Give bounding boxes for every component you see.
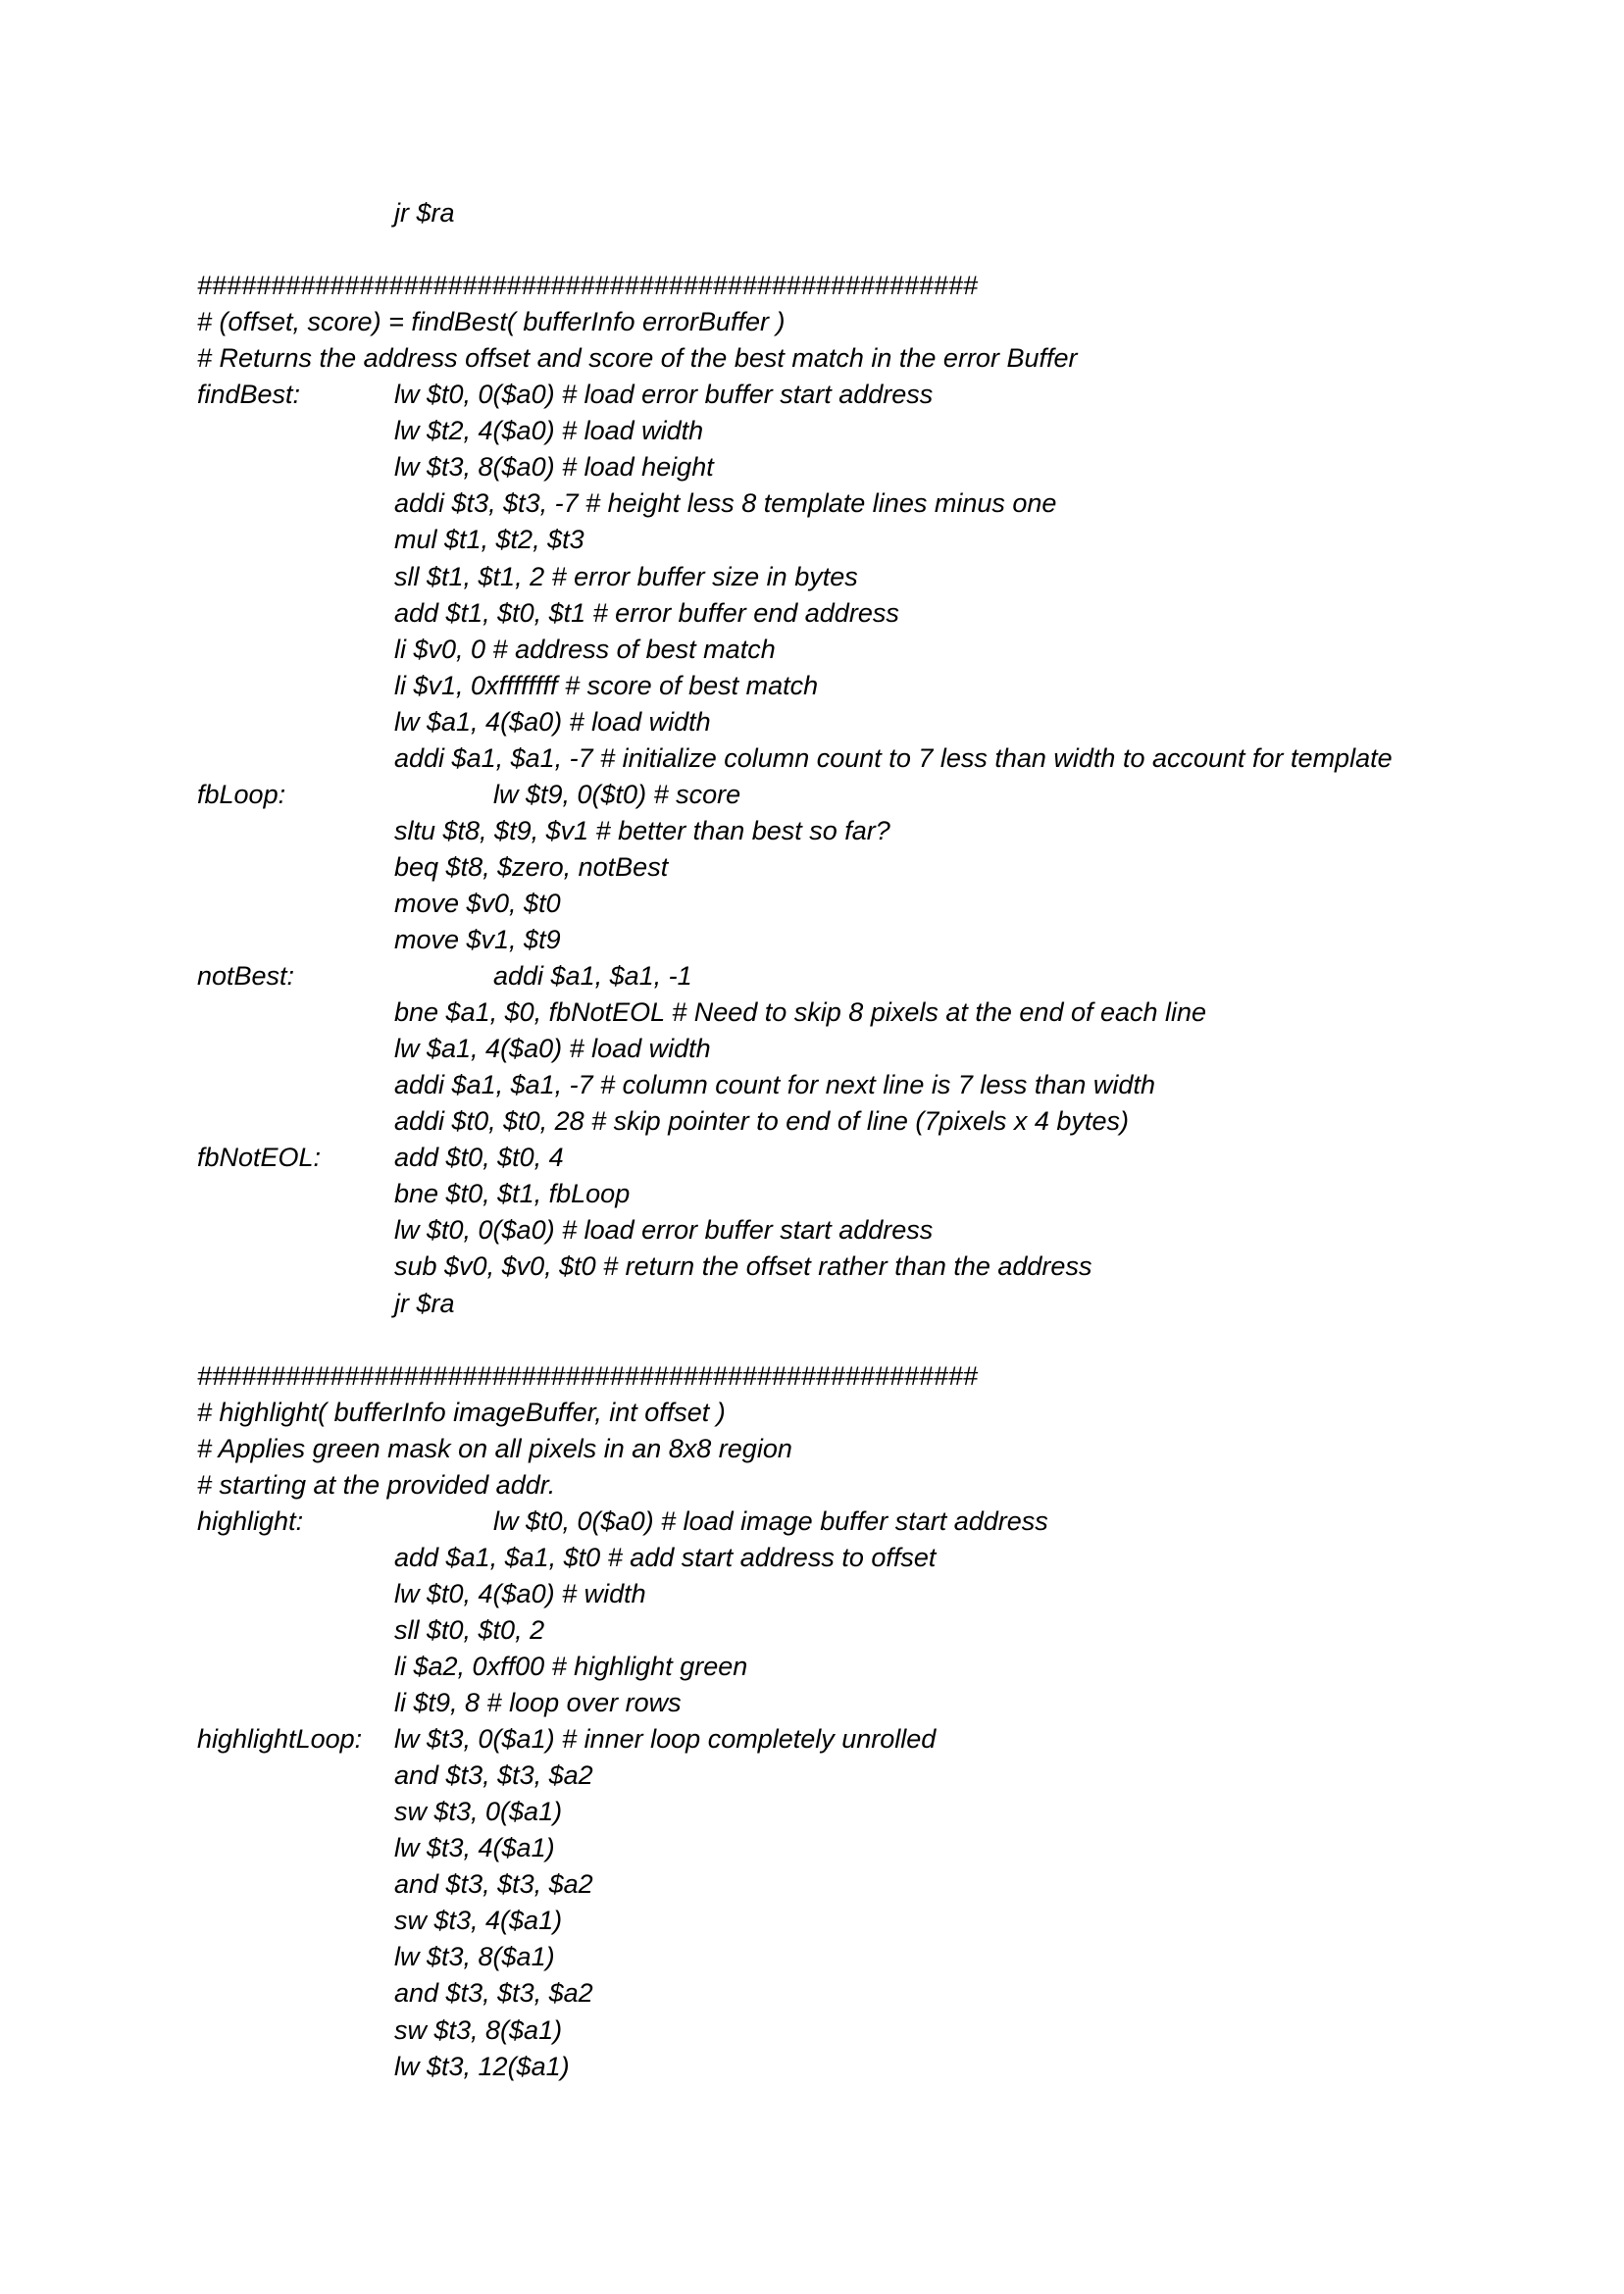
code-line: sw $t3, 4($a1) xyxy=(394,1906,563,1935)
code-line: lw $a1, 4($a0) # load width xyxy=(394,707,711,737)
code-line: lw $t0, 0($a0) # load image buffer start address xyxy=(493,1506,1048,1536)
code-line: and $t3, $t3, $a2 xyxy=(394,1869,593,1899)
code-line: li $a2, 0xff00 # highlight green xyxy=(394,1652,748,1681)
code-line: li $t9, 8 # loop over rows xyxy=(394,1688,682,1717)
code-line: jr $ra xyxy=(394,1289,455,1318)
code-line: and $t3, $t3, $a2 xyxy=(394,1978,593,2008)
code-label: highlight: xyxy=(197,1506,304,1536)
comment-line: # highlight( bufferInfo imageBuffer, int offset ) xyxy=(197,1398,726,1427)
code-line: lw $t3, 8($a1) xyxy=(394,1942,555,1971)
code-label: findBest: xyxy=(197,380,301,409)
code-line: sll $t1, $t1, 2 # error buffer size in bytes xyxy=(394,562,858,591)
code-line: move $v1, $t9 xyxy=(394,925,561,954)
code-line: sub $v0, $v0, $t0 # return the offset rather than the address xyxy=(394,1251,1092,1281)
code-line: addi $t0, $t0, 28 # skip pointer to end of line (7pixels x 4 bytes) xyxy=(394,1106,1129,1136)
code-label: fbNotEOL: xyxy=(197,1143,322,1172)
code-line: lw $t0, 0($a0) # load error buffer start address xyxy=(394,380,934,409)
code-line: add $t0, $t0, 4 xyxy=(394,1143,564,1172)
code-line: lw $t0, 4($a0) # width xyxy=(394,1579,646,1608)
code-line: lw $t3, 4($a1) xyxy=(394,1833,555,1862)
code-label: fbLoop: xyxy=(197,780,286,809)
code-line: addi $a1, $a1, -7 # column count for next line is 7 less than width xyxy=(394,1070,1155,1099)
code-line: sltu $t8, $t9, $v1 # better than best so far? xyxy=(394,816,890,845)
code-line: addi $a1, $a1, -7 # initialize column count to 7 less than width to account for template xyxy=(394,743,1393,773)
comment-line: # starting at the provided addr. xyxy=(197,1470,556,1500)
comment-line: ##################################################### xyxy=(197,1361,978,1391)
code-line: add $t1, $t0, $t1 # error buffer end address xyxy=(394,598,899,628)
comment-line: # (offset, score) = findBest( bufferInfo errorBuffer ) xyxy=(197,307,786,336)
code-line: lw $t3, 8($a0) # load height xyxy=(394,452,714,482)
code-line: lw $t0, 0($a0) # load error buffer start address xyxy=(394,1215,934,1245)
code-line: sw $t3, 0($a1) xyxy=(394,1797,563,1826)
code-line: lw $a1, 4($a0) # load width xyxy=(394,1034,711,1063)
code-line: lw $t3, 0($a1) # inner loop completely unrolled xyxy=(394,1724,937,1754)
comment-line: # Returns the address offset and score of the best match in the error Buffer xyxy=(197,343,1078,373)
code-line: lw $t9, 0($t0) # score xyxy=(493,780,741,809)
code-line: mul $t1, $t2, $t3 xyxy=(394,525,584,554)
code-line: lw $t3, 12($a1) xyxy=(394,2052,570,2081)
code-line: li $v1, 0xffffffff # score of best match xyxy=(394,671,819,700)
code-line: bne $t0, $t1, fbLoop xyxy=(394,1179,631,1208)
code-line: addi $a1, $a1, -1 xyxy=(493,961,692,991)
code-line: sw $t3, 8($a1) xyxy=(394,2015,563,2045)
code-line: jr $ra xyxy=(394,198,455,228)
code-line: add $a1, $a1, $t0 # add start address to offset xyxy=(394,1543,937,1572)
code-line: sll $t0, $t0, 2 xyxy=(394,1615,545,1645)
code-label: notBest: xyxy=(197,961,295,991)
code-label: highlightLoop: xyxy=(197,1724,363,1754)
code-line: beq $t8, $zero, notBest xyxy=(394,852,669,882)
code-line: move $v0, $t0 xyxy=(394,889,561,918)
code-line: addi $t3, $t3, -7 # height less 8 template lines minus one xyxy=(394,488,1057,518)
code-line: bne $a1, $0, fbNotEOL # Need to skip 8 pixels at the end of each line xyxy=(394,997,1207,1027)
comment-line: ##################################################### xyxy=(197,271,978,300)
code-line: lw $t2, 4($a0) # load width xyxy=(394,416,704,445)
code-line: and $t3, $t3, $a2 xyxy=(394,1760,593,1790)
code-line: li $v0, 0 # address of best match xyxy=(394,635,776,664)
comment-line: # Applies green mask on all pixels in an 8x8 region xyxy=(197,1434,792,1463)
